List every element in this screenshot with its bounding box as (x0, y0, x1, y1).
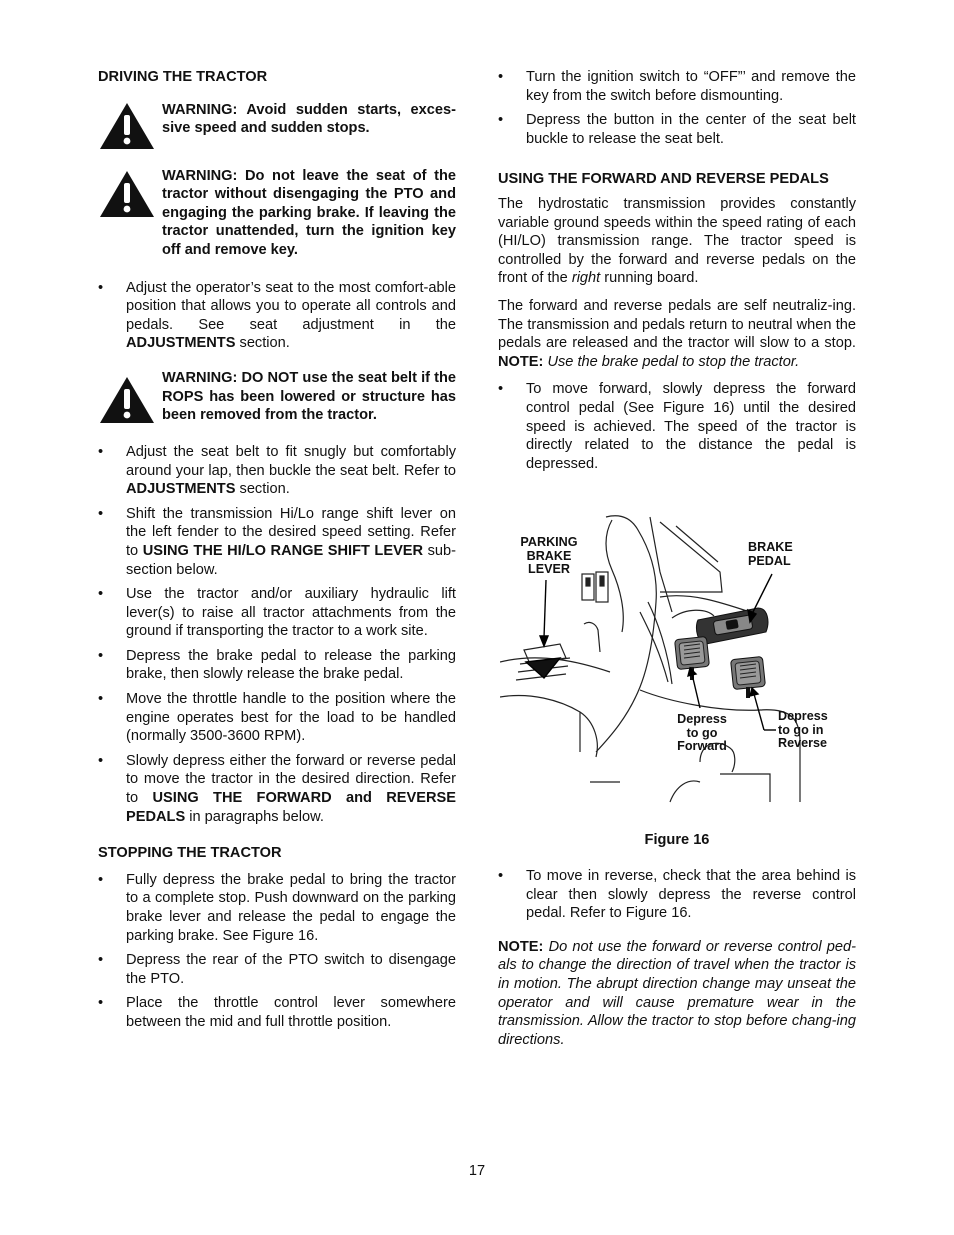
label-line: Depress (677, 712, 727, 726)
bullet-glyph: • (98, 752, 104, 769)
note-italic-text: Do not use the forward or reverse control ped-als to change the direction of travel when the tractor is in motion. The abrupt direction change may unseat the operator and will cause premature wear in the transmission. Allow the tractor to stop before chang-ing directions. (498, 938, 856, 1048)
paragraph-text: The forward and reverse pedals are self neutraliz-ing. The transmission and pedals return to neutral when the pedals are released and the tractor will slow to a stop. (498, 297, 856, 352)
label-line: LEVER (528, 562, 570, 577)
label-line: Depress (778, 709, 828, 723)
list-item (98, 505, 456, 579)
list-item-text: section. (235, 335, 290, 352)
paragraph-self-neutralizing (498, 297, 856, 371)
bullet-glyph: • (98, 443, 104, 460)
list-item (98, 279, 456, 353)
heading-stopping-the-tractor: STOPPING THE TRACTOR (98, 845, 282, 862)
list-item (98, 585, 456, 641)
label-line: to go in (778, 722, 824, 737)
warning-text-seat-belt: WARNING: DO NOT use the seat belt if the ROPS has been lowered or structure has been removed from the tractor. (162, 369, 456, 424)
bullet-list-stopping (98, 871, 456, 1032)
list-item (498, 380, 856, 473)
list-item-text: Shift the transmission Hi/Lo range shift lever on the left fender to the desired speed setting. Refer to (126, 505, 456, 559)
warning-block-sudden-starts (98, 101, 456, 151)
bullet-list-dismount (498, 68, 856, 148)
label-line: Forward (677, 739, 727, 754)
list-item (98, 647, 456, 684)
note-direction-change (498, 938, 856, 1050)
bullet-glyph: • (498, 381, 504, 398)
label-line: Reverse (778, 736, 828, 751)
list-item-bold: USING THE FORWARD and REVERSE PEDALS (126, 790, 456, 825)
warning-block-leaving-seat (98, 167, 456, 260)
list-item-text: Turn the ignition switch to “OFF”’ and remove the key from the switch before dismounting. (526, 69, 856, 104)
bullet-glyph: • (498, 112, 504, 129)
bullet-list-seat (98, 279, 456, 353)
bullet-list-driving (98, 443, 456, 826)
bullet-list-forward (498, 380, 856, 473)
list-item-text: To move forward, slowly depress the forward control pedal (See Figure 16) until the desired speed is achieved. The speed of the tractor is directly related to the distance the pedal is depressed. (526, 381, 856, 472)
warning-text-leaving-seat: WARNING: Do not leave the seat of the tractor without disengaging the PTO and engaging the parking brake. If leaving the tractor unattended, turn the ignition key off and remove key. (162, 167, 456, 258)
list-item-text: Fully depress the brake pedal to bring the tractor to a complete stop. Push downward on the parking brake lever and release the pedal to engage the parking brake. See Figure 16. (126, 871, 456, 944)
warning-text-sudden-starts: WARNING: Avoid sudden starts, exces-sive speed and sudden stops. (162, 101, 456, 137)
paragraph-text: The hydrostatic transmission provides constantly variable ground speeds within the speed rating of each (HI/LO) transmission range. The tractor speed is controlled by the forward and reverse pedals on the front of the (498, 195, 856, 287)
heading-driving-the-tractor: DRIVING THE TRACTOR (98, 69, 268, 85)
bullet-glyph: • (98, 586, 104, 603)
list-item-text: Slowly depress either the forward or reverse pedal to move the tractor in the desired direction. Refer to (126, 752, 456, 807)
left-column (98, 68, 456, 1038)
list-item (98, 690, 456, 746)
list-item-text: sub-section below. (126, 542, 456, 578)
list-item-text: Use the tractor and/or auxiliary hydraulic lift lever(s) to raise all tractor attachments from the ground if transporting the tractor to a work site. (126, 586, 456, 640)
note-label: NOTE: (498, 938, 544, 955)
bullet-glyph: • (98, 952, 104, 969)
list-item (98, 871, 456, 945)
label-parking-brake-lever (514, 536, 584, 577)
page-number: 17 (468, 1163, 486, 1179)
label-depress-reverse (778, 710, 842, 751)
list-item-text: To move in reverse, check that the area behind is clear then slowly depress the reverse control pedal. Refer to Figure 16. (526, 868, 856, 922)
list-item-text: Adjust the seat belt to fit snugly but comfortably around your lap, then buckle the seat belt. Refer to (126, 443, 456, 479)
label-line: PEDAL (748, 553, 791, 568)
paragraph-italic: right (571, 270, 601, 287)
figure-16-illustration (500, 512, 856, 808)
list-item (98, 994, 456, 1031)
label-line: BRAKE (526, 548, 572, 563)
paragraph-hydrostatic (498, 195, 856, 288)
list-item (98, 951, 456, 988)
warning-block-seat-belt (98, 369, 456, 425)
paragraph-text: running board. (600, 270, 699, 287)
warning-triangle-icon (98, 101, 156, 151)
warning-triangle-icon (98, 167, 156, 219)
list-item-text: Adjust the operator’s seat to the most comfort-able position that allows you to operate all controls and pedals. See seat adjustment in the (126, 279, 456, 333)
list-item-text: Depress the rear of the PTO switch to disengage the PTO. (126, 952, 456, 987)
paragraph-italic: Use the brake pedal to stop the tractor. (543, 353, 800, 370)
list-item-text: Place the throttle control lever somewhere between the mid and full throttle position. (126, 995, 456, 1030)
list-item-bold: ADJUSTMENTS (126, 335, 236, 352)
bullet-glyph: • (498, 69, 504, 85)
list-item-text: section. (235, 481, 290, 498)
list-item (498, 111, 856, 148)
list-item (498, 867, 856, 923)
note-label: NOTE: (498, 353, 544, 370)
label-brake-pedal (748, 541, 808, 568)
label-line: to go (686, 725, 718, 740)
list-item-text: in paragraphs below. (185, 808, 324, 825)
label-depress-forward (668, 713, 736, 754)
bullet-glyph: • (98, 647, 104, 664)
heading-using-pedals: USING THE FORWARD AND REVERSE PEDALS (498, 171, 829, 188)
list-item (498, 68, 856, 105)
bullet-glyph: • (98, 995, 104, 1012)
warning-triangle-icon (98, 369, 156, 425)
list-item-bold: ADJUSTMENTS (126, 481, 236, 498)
label-line: PARKING (520, 535, 578, 549)
bullet-glyph: • (98, 871, 104, 888)
list-item-text: Depress the button in the center of the seat belt buckle to release the seat belt. (526, 112, 856, 147)
list-item-bold: USING THE HI/LO RANGE SHIFT LEVER (142, 542, 424, 559)
bullet-glyph: • (98, 505, 104, 522)
list-item-text: Move the throttle handle to the position where the engine operates best for the load to be handled (normally 3500-3600 RPM). (126, 691, 456, 745)
list-item (98, 752, 456, 826)
list-item (98, 443, 456, 499)
bullet-list-reverse (498, 867, 856, 923)
right-column (498, 68, 856, 479)
bullet-glyph: • (498, 868, 504, 884)
bullet-glyph: • (98, 691, 104, 708)
bullet-glyph: • (98, 279, 104, 296)
label-line: BRAKE (748, 540, 793, 554)
figure-caption: Figure 16 (644, 832, 710, 848)
right-column-lower (498, 867, 856, 1049)
list-item-text: Depress the brake pedal to release the parking brake, then slowly release the brake pedal. (126, 647, 456, 683)
